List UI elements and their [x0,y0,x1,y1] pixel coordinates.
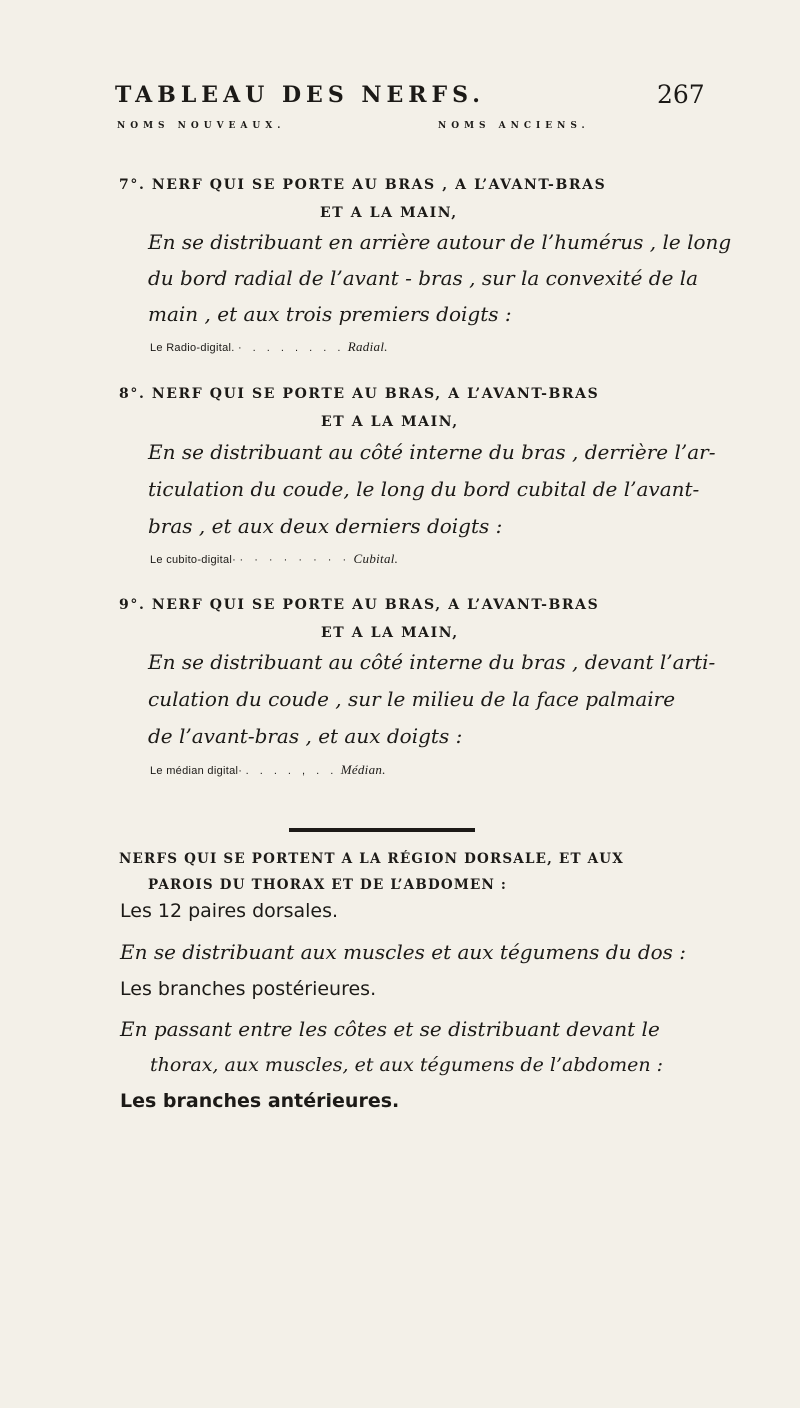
new-name: Le médian digital· [150,765,243,777]
branches-posterior: Les branches postérieures. [120,978,377,1000]
section-7-line-1: En se distribuant en arrière autour de l’humérus , le long [148,230,732,254]
old-name: Médian. [340,762,386,777]
section-7-entry [150,339,388,355]
dorsal-subheading: PAROIS DU THORAX ET DE L’ABDOMEN : [148,877,508,893]
dorsal-line-2: En passant entre les côtes et se distribuant devant le [120,1017,660,1041]
branches-anterior: Les branches antérieures. [120,1090,400,1112]
old-name: Cubital. [353,551,399,566]
column-heading-old-names: NOMS ANCIENS. [438,121,590,131]
leader-dots: · · · · · · · · [239,554,351,566]
running-title: TABLEAU DES NERFS. [115,82,485,108]
section-9-line-2: culation du coude , sur le milieu de la face palmaire [148,687,676,711]
section-9-subheading: ET A LA MAIN, [321,625,459,641]
section-7-line-3: main , et aux trois premiers doigts : [148,302,512,326]
section-8-line-1: En se distribuant au côté interne du bras , derrière l’ar- [148,440,716,464]
section-9-entry [150,762,386,778]
section-divider [289,828,475,832]
section-8-line-3: bras , et aux deux derniers doigts : [148,514,503,538]
old-name: Radial. [347,339,388,354]
leader-dots: · . . . . . . . [237,342,345,354]
section-9-heading: 9°. NERF QUI SE PORTE AU BRAS, A L’AVANT-BRAS [119,597,600,613]
section-8-heading: 8°. NERF QUI SE PORTE AU BRAS, A L’AVANT-BRAS [119,386,600,402]
section-8-line-2: ticulation du coude, le long du bord cubital de l’avant- [148,477,700,501]
section-9-line-3: de l’avant-bras , et aux doigts : [148,724,463,748]
dorsal-line-3: thorax, aux muscles, et aux tégumens de l’abdomen : [150,1054,664,1076]
column-heading-new-names: NOMS NOUVEAUX. [117,121,286,131]
new-name: Le Radio-digital. [150,342,235,354]
dorsal-line-1: En se distribuant aux muscles et aux tégumens du dos : [120,940,687,964]
section-8-entry [150,551,398,567]
page-number: 267 [657,80,705,109]
section-7-heading: 7°. NERF QUI SE PORTE AU BRAS , A L’AVANT-BRAS [119,177,607,193]
dorsal-pairs: Les 12 paires dorsales. [120,900,339,922]
section-7-subheading: ET A LA MAIN, [320,205,458,221]
section-9-line-1: En se distribuant au côté interne du bras , devant l’arti- [148,650,716,674]
section-8-subheading: ET A LA MAIN, [321,414,459,430]
new-name: Le cubito-digital· [150,554,237,566]
leader-dots: . . . . , . . [245,765,338,777]
dorsal-heading: NERFS QUI SE PORTENT A LA RÉGION DORSALE, ET AUX [119,851,624,867]
section-7-line-2: du bord radial de l’avant - bras , sur la convexité de la [148,266,699,290]
